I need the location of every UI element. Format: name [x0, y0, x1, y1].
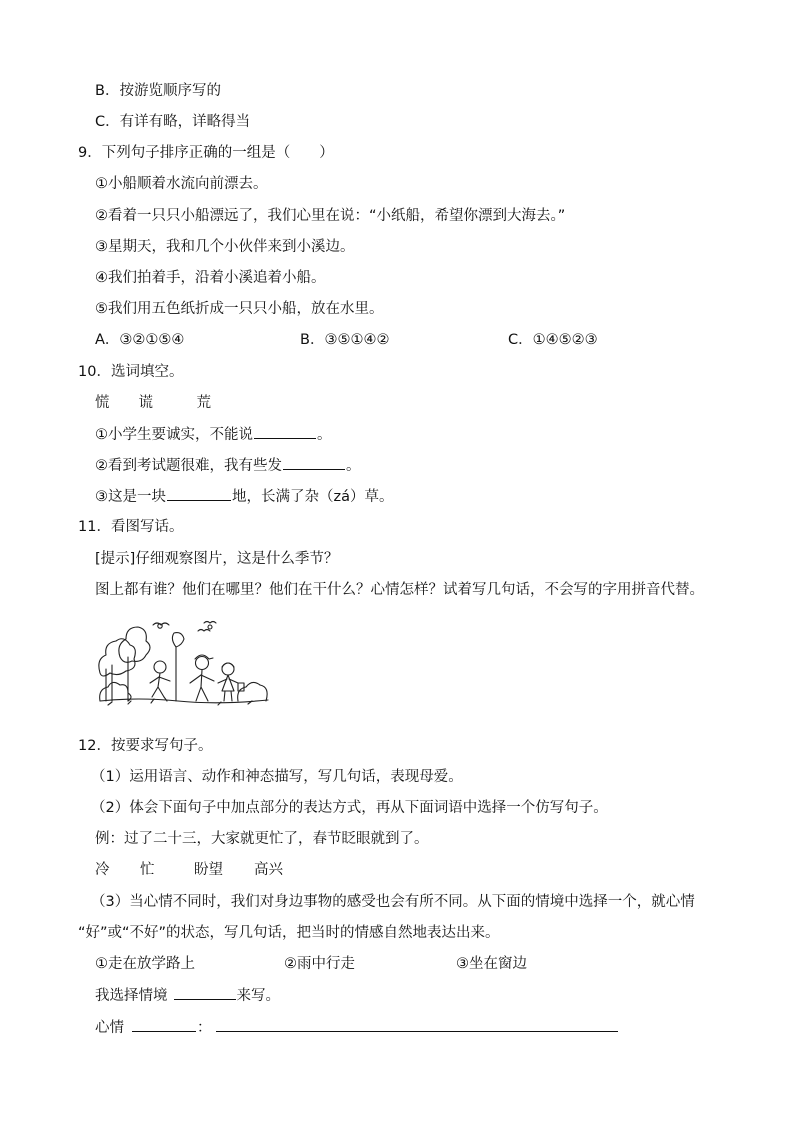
- q9-stem: 9．下列句子排序正确的一组是（ ）: [78, 145, 334, 161]
- q12-mood-colon: ：: [197, 1020, 212, 1036]
- q10-blank-2[interactable]: [283, 455, 345, 470]
- q9-sentence-1: ①小船顺着水流向前漂去。: [95, 176, 268, 192]
- q12-mood-label: 心情: [95, 1020, 124, 1036]
- q9-option-b[interactable]: B．③⑤①④②: [300, 332, 390, 348]
- q11-hint: [提示]仔细观察图片，这是什么季节？: [95, 551, 339, 567]
- q9-sentence-4: ④我们拍着手，沿着小溪追着小船。: [95, 270, 326, 286]
- q10-item-2-text: ②看到考试题很难，我有些发: [95, 458, 282, 474]
- q10-item-2: [95, 455, 361, 476]
- q8-option-b: B．按游览顺序写的: [95, 83, 221, 99]
- q12-word-3: 盼望: [194, 862, 223, 878]
- q12-stem: 12．按要求写句子。: [78, 738, 213, 754]
- q10-item-1-text: ①小学生要诚实，不能说: [95, 427, 253, 443]
- q9-sentence-2: ②看着一只只小船漂远了，我们心里在说：“小纸船，希望你漂到大海去。”: [95, 208, 566, 224]
- q12-example: 例：过了二十三，大家就更忙了，春节眨眼就到了。: [95, 831, 429, 847]
- q12-choose-line: [95, 985, 280, 1006]
- q10-item-3: [95, 486, 394, 507]
- q12-word-2: 忙: [140, 862, 155, 878]
- q12-part-2: （2）体会下面句子中加点部分的表达方式，再从下面词语中选择一个仿写句子。: [91, 800, 608, 816]
- q10-blank-3[interactable]: [167, 486, 231, 501]
- q12-part-3-line-1: （3）当心情不同时，我们对身边事物的感受也会有所不同。从下面的情境中选择一个，就心情: [91, 894, 695, 910]
- q9-option-a[interactable]: A．③②①⑤④: [95, 332, 185, 348]
- q10-item-3-end: 地，长满了杂（zá）草。: [232, 489, 394, 505]
- q10-word-choices: 慌 谎 荒: [95, 395, 211, 411]
- q12-scene-1: ①走在放学路上: [95, 956, 195, 972]
- children-playing-illustration: [98, 617, 270, 707]
- q12-mood-blank[interactable]: [132, 1017, 196, 1032]
- q10-stem: 10．选词填空。: [78, 364, 184, 380]
- q12-scene-3: ③坐在窗边: [456, 956, 527, 972]
- q12-mood-line: [95, 1017, 619, 1038]
- q8-option-c: C．有详有略，详略得当: [95, 114, 251, 130]
- q12-choose-text: 我选择情境: [95, 988, 168, 1004]
- q12-word-4: 高兴: [254, 862, 283, 878]
- q11-description: 图上都有谁？他们在哪里？他们在干什么？心情怎样？试着写几句话，不会写的字用拼音代替。: [95, 582, 704, 598]
- q12-part-1: （1）运用语言、动作和神态描写，写几句话，表现母爱。: [91, 769, 463, 785]
- q12-mood-answer-line[interactable]: [216, 1017, 618, 1032]
- q10-item-3-text: ③这是一块: [95, 489, 166, 505]
- q10-item-2-end: 。: [346, 458, 361, 474]
- q9-option-c[interactable]: C．①④⑤②③: [508, 332, 598, 348]
- q12-choose-end: 来写。: [236, 988, 280, 1004]
- q10-blank-1[interactable]: [254, 424, 316, 439]
- q12-scene-blank[interactable]: [174, 985, 236, 1000]
- q9-sentence-5: ⑤我们用五色纸折成一只只小船，放在水里。: [95, 301, 384, 317]
- q12-word-1: 冷: [95, 862, 110, 878]
- q11-stem: 11．看图写话。: [78, 519, 184, 535]
- q12-scene-2: ②雨中行走: [284, 956, 355, 972]
- q10-item-1-end: 。: [317, 427, 332, 443]
- q12-part-3-line-2: “好”或“不好”的状态，写几句话，把当时的情感自然地表达出来。: [78, 925, 500, 941]
- q10-item-1: [95, 424, 332, 445]
- q12-word-list: [95, 860, 283, 880]
- q9-sentence-3: ③星期天，我和几个小伙伴来到小溪边。: [95, 239, 355, 255]
